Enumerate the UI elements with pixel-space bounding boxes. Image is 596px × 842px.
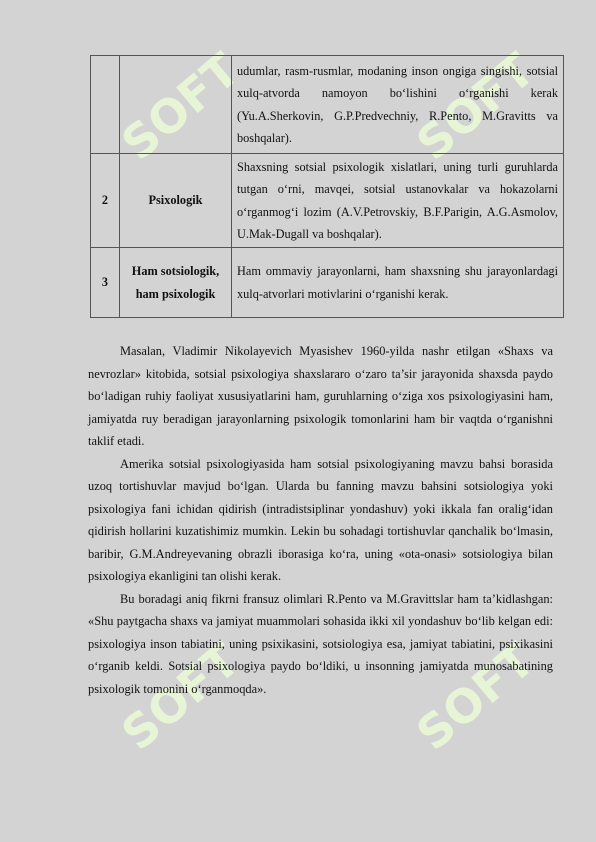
table-row <box>91 248 564 318</box>
approach-name <box>120 56 232 154</box>
approach-description: Ham ommaviy jarayonlarni, ham shaxsning shu jarayonlardagi xulq-atvorlari motivlarini o‘rganishi kerak. <box>232 248 564 318</box>
approach-name: Psixologik <box>120 154 232 248</box>
classification-table <box>90 55 564 318</box>
row-number: 2 <box>91 154 120 248</box>
paragraph: Masalan, Vladimir Nikolayevich Myasishev 1960-yilda nashr etilgan «Shaxs va nevrozlar» kitobida, sotsial psixologiya shaxslararo o‘zaro ta’sir jarayonida shaxsda paydo bo‘ladigan ruhiy faoliyat xususiyatlarini ham, guruhlarning o‘ziga xos psixologiyasini ham, jamiyatda ruy beradigan jarayonlarning psixologik tomonlarini ham bir vaqtda o‘rganishni taklif etadi. <box>88 344 553 448</box>
svg-text:SOFT: SOFT <box>111 50 235 171</box>
svg-text:SOFT: SOFT <box>406 640 530 761</box>
table-row <box>91 56 564 154</box>
paragraph: Amerika sotsial psixologiyasida ham sotsial psixologiyaning mavzu bahsi borasida uzoq tortishuvlar mavjud bo‘lgan. Ularda bu fanning mavzu bahsini sotsiologiya yoki psixologiya fani ichidan qidirish (intradistsiplinar yondashuv) yoki ikkala fan oralig‘idan qidirish hollarini kuzatishimiz mumkin. Lekin bu sohadagi tortishuvlar qanchalik bo‘lmasin, baribir, G.M.Andreyevaning obrazli iborasiga ko‘ra, uning «ota-onasi» sotsiologiya bilan psixologiya ekanligini tan olishi kerak. <box>88 456 553 583</box>
svg-text:SOFT: SOFT <box>111 640 235 761</box>
row-number <box>91 56 120 154</box>
svg-text:SOFT: SOFT <box>406 50 530 171</box>
paragraph: Bu boradagi aniq fikrni fransuz olimlari R.Pento va M.Gravittslar ham ta’kidlashgan: «Shu paytgacha shaxs va jamiyat muammolari sohasida ikki xil yondashuv bo‘lib kelgan edi: psixologiya inson tabiatini, uning psixikasini, sotsiologiya esa, jamiyat tabiatini, psixikasini o‘rganib keldi. Sotsial psixologiya paydo bo‘ldiki, u insonning jamiyatda munosabatining psixologik tomonini o‘rganmoqda». <box>88 591 553 696</box>
approach-description: Shaxsning sotsial psixologik xislatlari, uning turli guruhlarda tutgan o‘rni, mavqei, sotsial ustanovkalar va hokazolarni o‘rganmog‘i lozim (A.V.Petrovskiy, B.F.Parigin, A.G.Asmolov, U.Mak-Dugall va boshqalar). <box>232 154 564 248</box>
approach-description: udumlar, rasm-rusmlar, modaning inson ongiga singishi, sotsial xulq-atvorda namoyon bo‘lishini o‘rganishi kerak (Yu.A.Sherkovin, G.P.Predvechniy, R.Pento, M.Gravitts va boshqalar). <box>232 56 564 154</box>
row-number: 3 <box>91 248 120 318</box>
approach-name: Ham sotsiologik, ham psixologik <box>120 248 232 318</box>
table-row <box>91 154 564 248</box>
body-text <box>88 340 553 700</box>
